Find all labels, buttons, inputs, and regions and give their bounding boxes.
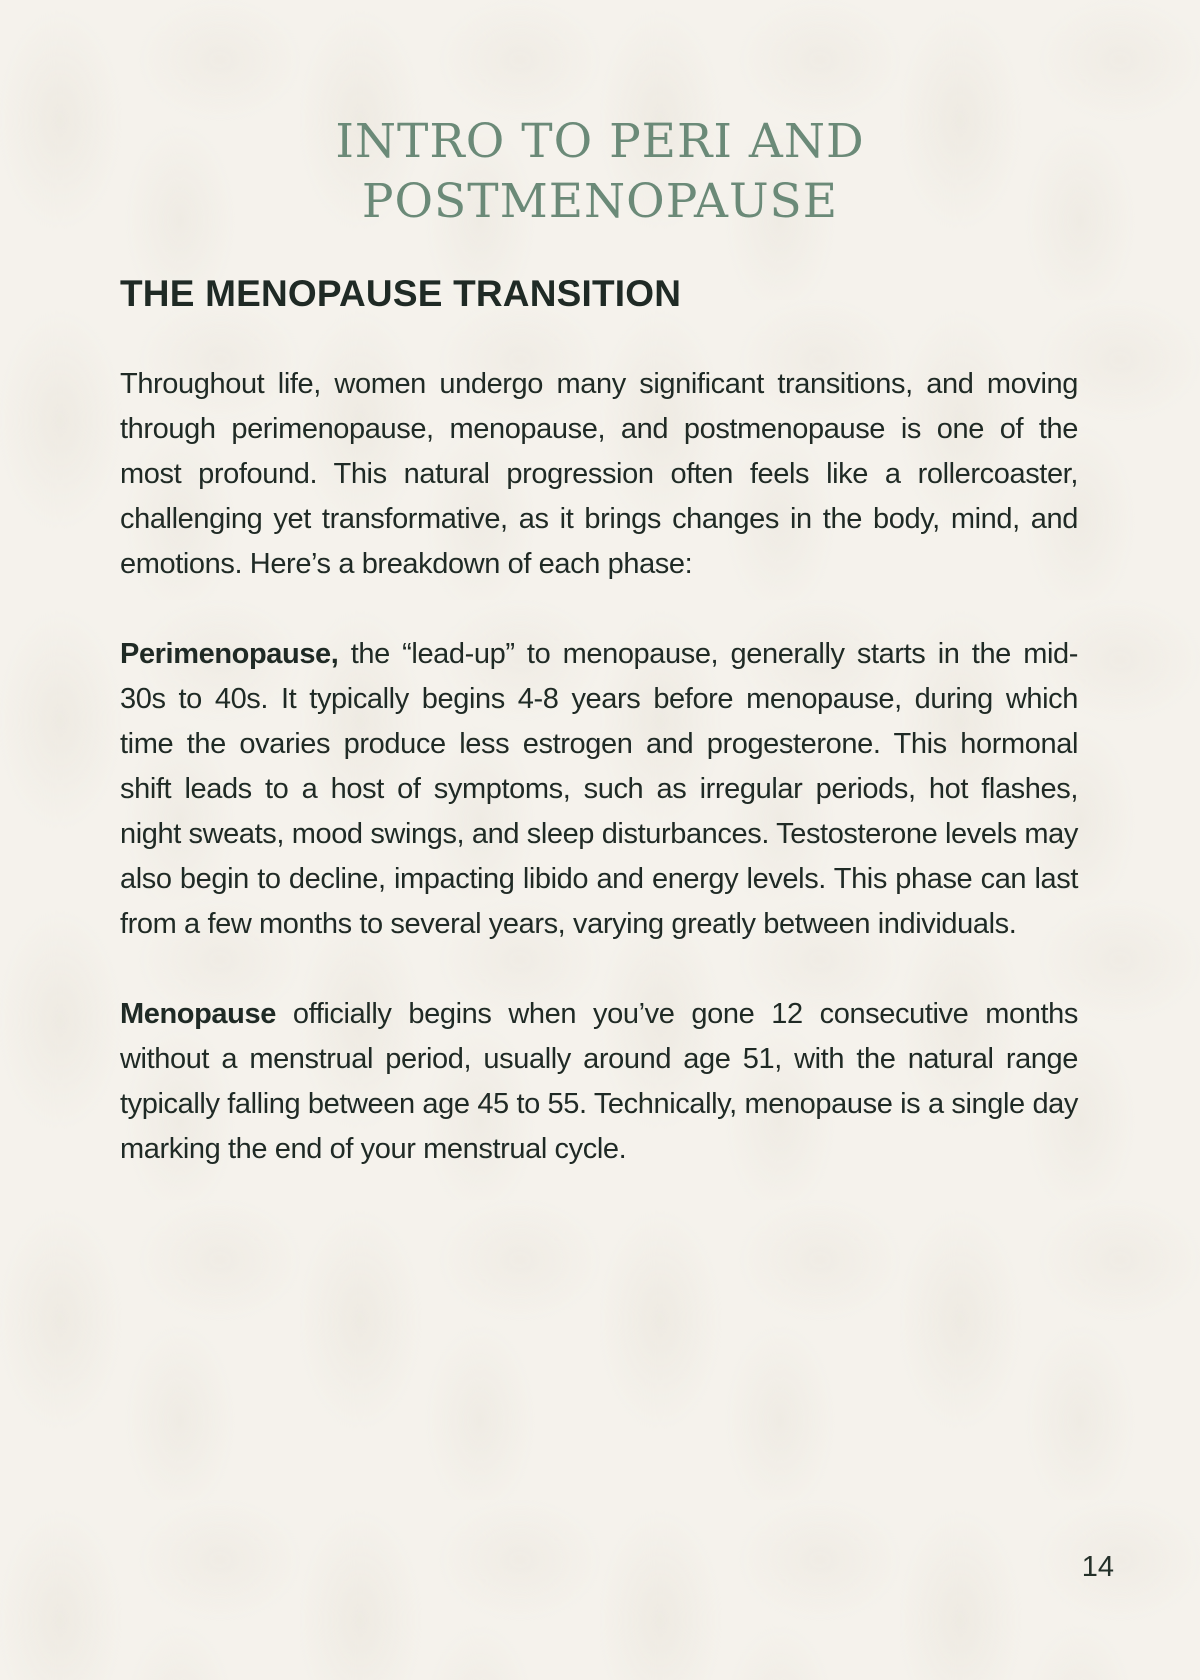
intro-paragraph-text: Throughout life, women undergo many significant transitions, and moving through perimenopause, menopause, and postmenopause is one of the most profound. This natural progression often feels like a rollercoaster, challenging yet transformative, as it brings changes in the body, mind, and emotions. Here’s a breakdown of each phase:	[120, 368, 1078, 580]
menopause-paragraph-text: officially begins when you’ve gone 12 consecutive months without a menstrual period, usually around age 51, with the natural range typically falling between age 45 to 55. Technically, menopause is a single day marking the end of your menstrual cycle.	[120, 998, 1078, 1165]
page-number: 14	[1081, 1551, 1114, 1583]
menopause-term: Menopause	[120, 998, 276, 1030]
page-title-line-2: POSTMENOPAUSE	[361, 174, 839, 229]
perimenopause-paragraph-text: the “lead-up” to menopause, generally starts in the mid-30s to 40s. It typically begins 4-8 years before menopause, during which time the ovaries produce less estrogen and progesterone. This hormonal shift leads to a host of symptoms, such as irregular periods, hot flashes, night sweats, mood swings, and sleep disturbances. Testosterone levels may also begin to decline, impacting libido and energy levels. This phase can last from a few months to several years, varying greatly between individuals.	[120, 638, 1079, 940]
menopause-paragraph	[120, 992, 1078, 1172]
page-title-line-1: INTRO TO PERI AND	[335, 114, 865, 169]
section-heading: THE MENOPAUSE TRANSITION	[120, 273, 682, 314]
title-block	[0, 112, 1200, 232]
intro-paragraph	[120, 362, 1078, 587]
perimenopause-paragraph	[120, 632, 1078, 947]
page-title	[0, 112, 1200, 232]
body-text	[120, 362, 1078, 1217]
perimenopause-term: Perimenopause,	[120, 638, 339, 670]
